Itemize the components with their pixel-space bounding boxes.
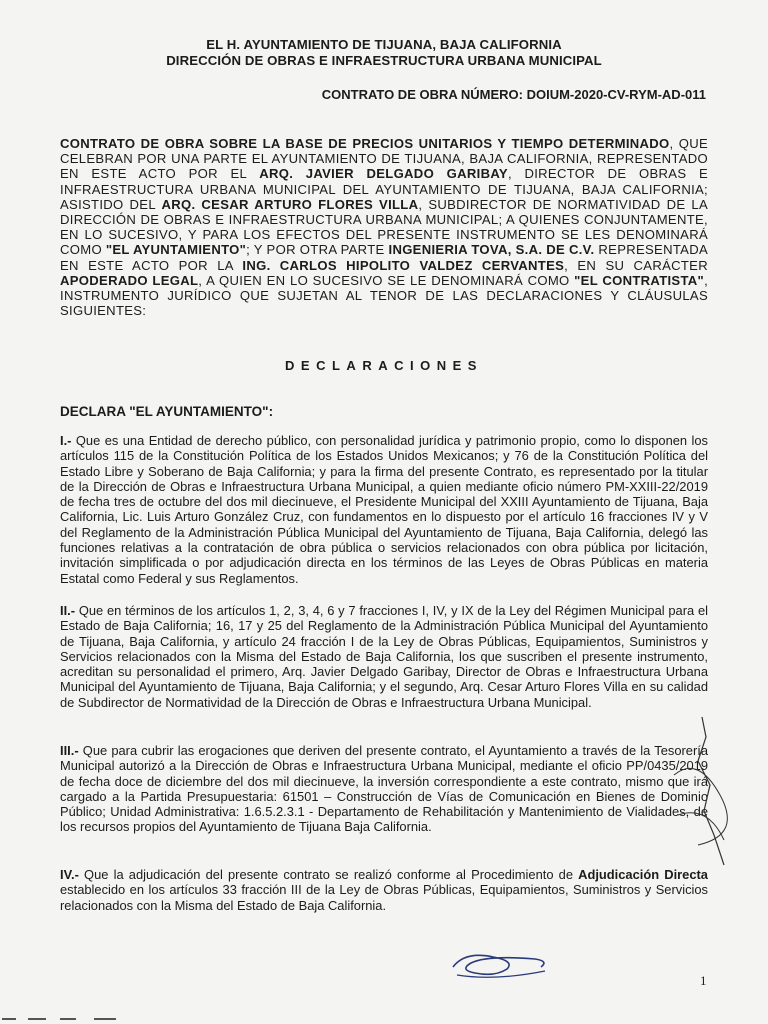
intro-representative-name: ING. CARLOS HIPOLITO VALDEZ CERVANTES [242, 257, 565, 273]
paragraph-bold-text: Adjudicación Directa [578, 867, 708, 882]
paragraph-text: Que para cubrir las erogaciones que deriven del presente contrato, el Ayuntamiento a través de la Tesorería Municipal autorizó a la Dirección de Obras e Infraestructura Urbana Municipal, mediante el oficio PP/0435/2019 de fecha doce de diciembre del dos mil diecinueve, la inversión correspondiente a este contrato, mismo que irá cargado a la Partida Presupuestaria: 61501 – Construcción de Vías de Comunicación en Bienes de Dominio Público; Unidad Administrativa: 1.6.5.2.3.1 - Departamento de Rehabilitación y Mantenimiento de Vialidades, de los recursos propios del Ayuntamiento de Tijuana Baja California. [60, 743, 708, 835]
margin-initial-mark-icon [668, 715, 728, 875]
intro-company-name: INGENIERIA TOVA, S.A. DE C.V. [388, 242, 595, 258]
handwritten-signature-icon [445, 945, 555, 985]
paragraph-number: II.- [60, 603, 76, 618]
section-title-declaraciones: DECLARACIONES [285, 358, 483, 373]
intro-text: , DIRECTOR DE OBRAS E INFRAESTRUCTURA URBANA MUNICIPAL DEL AYUNTAMIENTO DE TIJUANA, BAJA CALIFORNIA; ASISTIDO DEL [60, 166, 708, 212]
paragraph-text: Que en términos de los artículos 1, 2, 3, 4, 6 y 7 fracciones I, IV, y IX de la Ley del Régimen Municipal para el Estado de Baja California; 16, 17 y 25 del Reglamento de la Administración Pública Municipal del Ayuntamiento de Tijuana, Baja California, y artículo 24 fracción I de la Ley de Obras Públicas, Equipamientos, Suministros y Servicios relacionados con la Misma del Estado de Baja California, los que suscriben el presente instrumento, acreditan su personalidad el primero, Arq. Javier Delgado Garibay, Director de Obras e Infraestructura Urbana Municipal del Ayuntamiento de Tijuana, Baja California; y el segundo, Arq. Cesar Arturo Flores Villa en su calidad de Subdirector de Normatividad de la Dirección de Obras e Infraestructura Urbana Municipal. [60, 603, 708, 710]
contract-number: CONTRATO DE OBRA NÚMERO: DOIUM-2020-CV-RYM-AD-011 [321, 87, 706, 102]
paragraph-number: III.- [60, 743, 79, 758]
declaration-paragraph-4 [60, 867, 708, 913]
header-title: EL H. AYUNTAMIENTO DE TIJUANA, BAJA CALIFORNIA [206, 37, 562, 52]
header-subtitle: DIRECCIÓN DE OBRAS E INFRAESTRUCTURA URBANA MUNICIPAL [166, 53, 602, 68]
intro-text: , A QUIEN EN LO SUCESIVO SE LE DENOMINARÁ COMO [198, 272, 575, 288]
intro-subdirector-name: ARQ. CESAR ARTURO FLORES VILLA [161, 196, 419, 212]
intro-text: , QUE CELEBRAN POR UNA PARTE EL AYUNTAMIENTO DE TIJUANA, BAJA CALIFORNIA, REPRESENTADO EN ESTE ACTO POR EL [60, 136, 708, 182]
paragraph-text: establecido en los artículos 33 fracción III de la Ley de Obras Públicas, Equipamientos, Suministros y Servicios relacionados con la Misma del Estado de Baja California. [60, 882, 708, 913]
intro-text: , EN SU CARÁCTER [564, 257, 708, 273]
declaration-paragraph-2 [60, 603, 708, 710]
intro-text: REPRESENTADA EN ESTE ACTO POR LA [60, 242, 708, 273]
scan-edge-marks [0, 1016, 140, 1022]
paragraph-number: IV.- [60, 867, 79, 882]
declaration-paragraph-1 [60, 433, 708, 586]
contract-intro [60, 136, 708, 318]
intro-legal-role: APODERADO LEGAL [60, 272, 199, 288]
intro-ayuntamiento-label: "EL AYUNTAMIENTO" [105, 242, 247, 258]
declara-heading: DECLARA "EL AYUNTAMIENTO": [60, 404, 274, 419]
intro-text: , SUBDIRECTOR DE NORMATIVIDAD DE LA DIRECCIÓN DE OBRAS E INFRAESTRUCTURA URBANA MUNICIPAL; A QUIENES CONJUNTAMENTE, EN LO SUCESIVO, Y PARA LOS EFECTOS DEL PRESENTE INSTRUMENTO SE LES DENOMINARÁ COMO [60, 196, 709, 258]
intro-contract-type: CONTRATO DE OBRA SOBRE LA BASE DE PRECIOS UNITARIOS Y TIEMPO DETERMINADO [60, 136, 670, 151]
page-number: 1 [700, 973, 707, 988]
declaration-paragraph-3 [60, 743, 708, 835]
paragraph-text: Que es una Entidad de derecho público, con personalidad jurídica y patrimonio propio, como lo disponen los artículos 115 de la Constitución Política de los Estados Unidos Mexicanos; y 76 de la Constitución Política del Estado Libre y Soberano de Baja California; y para la firma del presente Contrato, es representado por la titular de la Dirección de Obras e Infraestructura Urbana Municipal, a quien mediante oficio número PM-XXIII-22/2019 de fecha tres de octubre del dos mil diecinueve, el Presidente Municipal del XXIII Ayuntamiento de Tijuana, Baja California, Lic. Luis Arturo González Cruz, con fundamentos en lo dispuesto por el artículo 16 fracciones IV y V del Reglamento de la Administración Pública Municipal del Ayuntamiento de Tijuana, Baja California, delegó las funciones relativas a la contratación de obra pública o servicios relacionados con obra pública por licitación, invitación simplificada o por adjudicación directa en los términos de las Leyes de Obras Públicas en materia Estatal como Federal y sus Reglamentos. [60, 433, 708, 586]
intro-text: , INSTRUMENTO JURÍDICO QUE SUJETAN AL TENOR DE LAS DECLARACIONES Y CLÁUSULAS SIGUIENTES: [60, 272, 709, 319]
paragraph-text: Que la adjudicación del presente contrato se realizó conforme al Procedimiento de [78, 867, 579, 882]
intro-director-name: ARQ. JAVIER DELGADO GARIBAY [259, 166, 508, 182]
intro-text: ; Y POR OTRA PARTE [246, 242, 389, 258]
intro-contratista-label: "EL CONTRATISTA" [574, 272, 705, 288]
paragraph-number: I.- [60, 433, 72, 448]
